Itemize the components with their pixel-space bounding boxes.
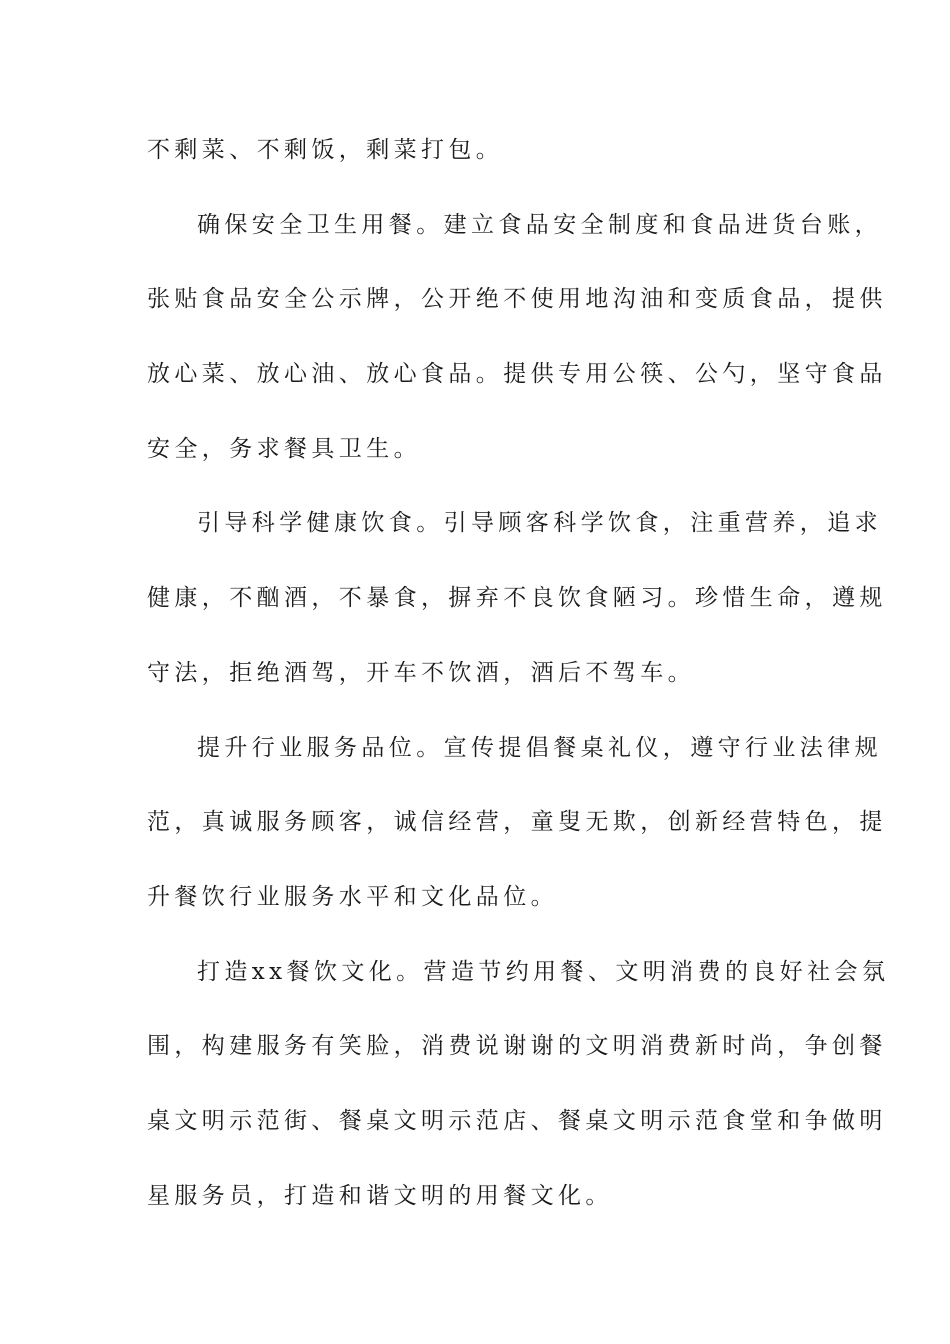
text-line: 放心菜、放心油、放心食品。提供专用公筷、公勺，坚守食品	[147, 361, 887, 388]
text-line: 引导科学健康饮食。引导顾客科学饮食，注重营养，追求	[197, 510, 882, 537]
text-line: 健康，不酗酒，不暴食，摒弃不良饮食陋习。珍惜生命，遵规	[147, 585, 887, 612]
text-line: 范，真诚服务顾客，诚信经营，童叟无欺，创新经营特色，提	[147, 809, 887, 836]
text-line: 桌文明示范街、餐桌文明示范店、餐桌文明示范食堂和争做明	[147, 1107, 887, 1134]
text-line: 打造xx餐饮文化。营造节约用餐、文明消费的良好社会氛	[197, 958, 890, 985]
paragraph-healthy-diet	[147, 501, 887, 725]
paragraph-dining-culture	[147, 950, 890, 1249]
text-line: 围，构建服务有笑脸，消费说谢谢的文明消费新时尚，争创餐	[147, 1033, 887, 1060]
text-line: 安全，务求餐具卫生。	[147, 435, 421, 462]
text-line: 提升行业服务品位。宣传提倡餐桌礼仪，遵守行业法律规	[197, 734, 882, 761]
paragraph-food-safety	[147, 203, 887, 502]
text-line: 守法，拒绝酒驾，开车不饮酒，酒后不驾车。	[147, 659, 695, 686]
text-line: 张贴食品安全公示牌，公开绝不使用地沟油和变质食品，提供	[147, 286, 887, 313]
document-body	[147, 128, 890, 1248]
text-line: 确保安全卫生用餐。建立食品安全制度和食品进货台账，	[197, 211, 882, 238]
paragraph-service-quality	[147, 726, 887, 950]
text-line: 星服务员，打造和谐文明的用餐文化。	[147, 1182, 613, 1209]
text-line: 升餐饮行业服务水平和文化品位。	[147, 883, 558, 910]
paragraph-leftover-food	[147, 128, 807, 203]
text-line: 不剩菜、不剩饭，剩菜打包。	[147, 137, 504, 163]
